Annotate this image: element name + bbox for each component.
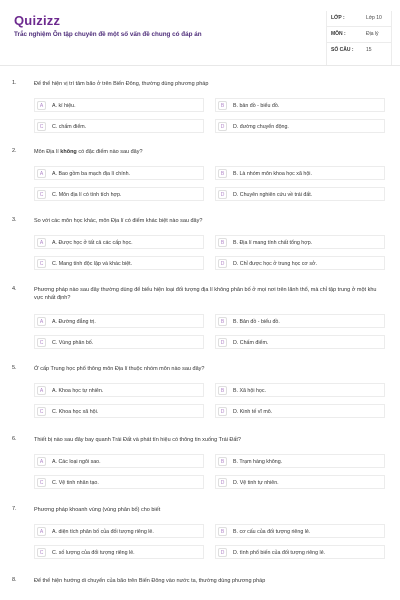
answer-option[interactable] [34,119,204,133]
option-text: A. Khoa học tự nhiên. [52,387,104,394]
option-text: D. Kinh tế vĩ mô. [233,408,273,415]
option-letter: A [37,527,46,536]
question-number: 8. [12,577,17,583]
option-letter: B [218,527,227,536]
option-text: D. Vệ tinh tự nhiên. [233,479,279,486]
quizizz-logo: Quizizz [14,13,61,28]
option-letter: D [218,338,227,347]
answer-option[interactable] [215,119,385,133]
answer-option[interactable] [34,187,204,201]
answer-option[interactable] [215,335,385,349]
quiz-meta-table [326,11,392,65]
option-letter: C [37,190,46,199]
option-text: B. bản đồ - biểu đồ. [233,102,280,109]
option-text: C. Vệ tinh nhân tạo. [52,479,99,486]
option-text: A. Được học ở tất cả các cấp học. [52,239,133,246]
option-text: C. Môn địa lí có tính tích hợp. [52,191,122,198]
option-text: B. Là nhóm môn khoa học xã hội. [233,170,312,177]
option-letter: D [218,190,227,199]
answer-option[interactable] [215,383,385,397]
option-letter: B [218,238,227,247]
question-number: 6. [12,436,17,442]
option-text: D. Chấm điểm. [233,339,269,346]
question-number: 7. [12,506,17,512]
meta-label: SỐ CÂU : [331,47,354,53]
question-stem: So với các môn học khác, môn Địa lí có điểm khác biệt nào sau đây? [34,218,203,224]
option-text: A. kí hiệu. [52,102,76,109]
meta-label: LỚP : [331,15,345,21]
option-letter: D [218,259,227,268]
answer-option[interactable] [215,166,385,180]
answer-option[interactable] [34,545,204,559]
option-text: C. Mang tính độc lập và khác biệt. [52,260,133,267]
option-letter: B [218,386,227,395]
answer-option[interactable] [215,524,385,538]
option-letter: A [37,169,46,178]
option-letter: C [37,478,46,487]
meta-value: Địa lý [366,31,379,37]
option-letter: A [37,238,46,247]
meta-row-question-count [327,43,391,58]
answer-option[interactable] [34,475,204,489]
answer-option[interactable] [34,256,204,270]
question-number: 3. [12,217,17,223]
question-stem [34,148,386,156]
option-text: B. Xã hội học. [233,387,266,394]
answer-option[interactable] [215,256,385,270]
option-letter: C [37,259,46,268]
option-text: A. Đường đẳng trị. [52,318,96,325]
question-stem: Để thể hiện hướng di chuyển của bão trên Biển Đông vào nước ta, thường dùng phương pháp [34,578,266,584]
option-letter: A [37,457,46,466]
answer-option[interactable] [34,98,204,112]
answer-option[interactable] [34,314,204,328]
answer-option[interactable] [215,314,385,328]
answer-option[interactable] [215,187,385,201]
question-stem: Phương pháp nào sau đây thường dùng để biểu hiện loại đối tượng địa lí không phân bố ở mọi nơi trên lãnh thổ, mà chỉ tập trung ở một khu vực nhất định? [34,287,377,301]
option-text: D. đường chuyển động. [233,123,289,130]
option-letter: C [37,122,46,131]
answer-option[interactable] [34,404,204,418]
option-letter: D [218,122,227,131]
option-letter: C [37,407,46,416]
question-stem: Thiết bị nào sau đây bay quanh Trái Đất và phát tín hiệu có thông tin xuống Trái Đất? [34,437,241,443]
question-number: 4. [12,286,17,292]
option-letter: D [218,478,227,487]
meta-value: Lớp 10 [366,15,382,21]
meta-label: MÔN : [331,31,346,37]
question-stem: Ở cấp Trung học phổ thông môn Địa lí thuộc nhóm môn nào sau đây? [34,366,205,372]
meta-value: 15 [366,47,372,53]
option-letter: C [37,338,46,347]
answer-option[interactable] [215,98,385,112]
answer-option[interactable] [34,335,204,349]
answer-option[interactable] [34,166,204,180]
question-stem: Phương pháp khoanh vùng (vùng phân bố) cho biết [34,507,161,513]
question-number: 5. [12,365,17,371]
answer-option[interactable] [215,235,385,249]
meta-row-subject [327,27,391,43]
answer-option[interactable] [215,475,385,489]
option-letter: A [37,317,46,326]
page-header [0,0,400,66]
answer-option[interactable] [34,235,204,249]
option-letter: B [218,457,227,466]
question-number: 1. [12,80,17,86]
answer-option[interactable] [34,383,204,397]
option-text: D. Chỉ được học ở trung học cơ sở. [233,260,317,267]
option-text: B. Địa lí mang tính chất tổng hợp. [233,239,313,246]
answer-option[interactable] [215,454,385,468]
option-letter: C [37,548,46,557]
option-text: A. diện tích phân bố của đối tượng riêng lẻ. [52,528,154,535]
option-text: D. tình phổ biến của đối tượng riêng lẻ. [233,549,326,556]
meta-row-class [327,11,391,27]
answer-option[interactable] [34,524,204,538]
option-letter: A [37,386,46,395]
answer-option[interactable] [34,454,204,468]
option-text: C. Khoa học xã hội. [52,408,99,415]
option-letter: B [218,169,227,178]
option-text: B. cơ cấu của đối tượng riêng lẻ. [233,528,311,535]
option-text: C. số lượng của đối tượng riêng lẻ. [52,549,135,556]
question-stem: Để thể hiện vị trí tâm bão ở trên Biển Đông, thường dùng phương pháp [34,81,209,87]
option-letter: B [218,317,227,326]
option-text: A. Bao gồm ba mạch địa lí chính. [52,170,131,177]
option-text: D. Chuyên nghiên cứu về trái đất. [233,191,313,198]
page-title: Trắc nghiệm Ôn tập chuyên đề một số vấn đề chung có đáp án [14,31,202,38]
option-letter: A [37,101,46,110]
option-text: A. Các loại ngôi sao. [52,458,101,465]
answer-option[interactable] [215,545,385,559]
option-text: C. chấm điểm. [52,123,87,130]
stem-text: Môn Địa lí [34,149,61,155]
option-text: B. Trạm hàng không. [233,458,283,465]
option-text: B. Bản đồ - biểu đồ. [233,318,280,325]
option-letter: D [218,407,227,416]
question-number: 2. [12,148,17,154]
option-letter: B [218,101,227,110]
stem-emphasis: không [60,149,77,155]
option-letter: D [218,548,227,557]
stem-text: có đặc điểm nào sau đây? [76,149,143,155]
option-text: C. Vùng phân bố. [52,339,94,346]
answer-option[interactable] [215,404,385,418]
